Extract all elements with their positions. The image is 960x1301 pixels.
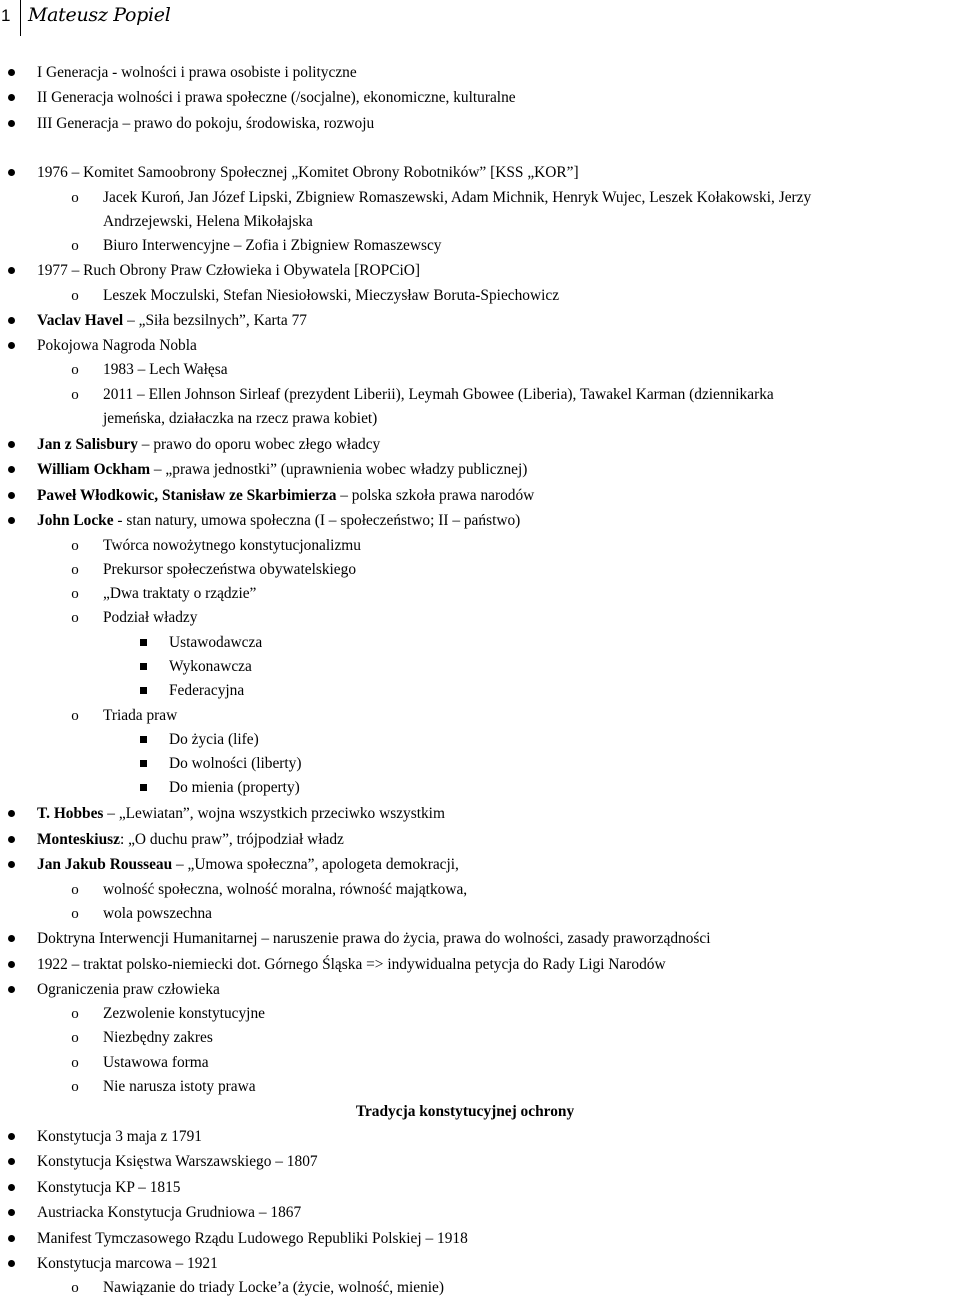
text-run: Prekursor społeczeństwa obywatelskiego [103, 561, 357, 578]
list-item-text [37, 1126, 202, 1148]
list-item-text [169, 729, 259, 751]
circle-bullet-icon: o [71, 238, 79, 254]
text-run: - stan natury, umowa społeczna (I – społeczeństwo; II – państwo) [113, 512, 521, 529]
text-run: III Generacja – prawo do pokoju, środowiska, rozwoju [37, 115, 375, 132]
list-item-text [37, 979, 220, 1001]
bold-term: Monteskiusz [37, 831, 120, 848]
text-run: wolność społeczna, wolność moralna, równość majątkowa, [103, 881, 468, 898]
list-item-text [37, 62, 357, 84]
bullet-icon [4, 829, 18, 851]
list-item-text [169, 632, 262, 654]
page-number: 1 [1, 6, 11, 25]
list-item-text [103, 235, 442, 257]
text-run: Federacyjna [169, 682, 245, 699]
bold-term: John Locke [37, 512, 114, 529]
square-bullet-icon [136, 680, 150, 702]
bold-term: T. Hobbes [37, 805, 104, 822]
list-item-text [103, 903, 212, 925]
list-item-text [37, 1202, 301, 1224]
list-item-text [37, 459, 527, 481]
square-bullet-icon [136, 753, 150, 775]
bold-term: Vaclav Havel [37, 312, 124, 329]
text-run: 1977 – Ruch Obrony Praw Człowieka i Obywatela [ROPCiO] [37, 262, 420, 279]
text-run: Wykonawcza [169, 658, 252, 675]
list-item-text [103, 384, 774, 406]
author-name: Mateusz Popiel [28, 4, 171, 26]
text-run: 1922 – traktat polsko-niemiecki dot. Górnego Śląska => indywidualna petycja do Rady Ligi Narodów [37, 956, 666, 973]
square-bullet-icon [136, 632, 150, 654]
list-item-text [103, 187, 811, 209]
text-run: 1976 – Komitet Samoobrony Społecznej „Komitet Obrony Robotników” [KSS „KOR”] [37, 164, 579, 181]
text-run: Ustawodawcza [169, 634, 263, 651]
text-run: Nie narusza istoty prawa [103, 1078, 256, 1095]
text-run: Twórca nowożytnego konstytucjonalizmu [103, 537, 361, 554]
bullet-icon [4, 854, 18, 876]
bullet-icon [4, 113, 18, 135]
list-item-text [37, 260, 420, 282]
bullet-icon [4, 260, 18, 282]
list-item-text [103, 359, 228, 381]
list-item-text [103, 1003, 265, 1025]
list-item-text [37, 162, 579, 184]
circle-bullet-icon: o [71, 288, 79, 304]
text-run: : „O duchu praw”, trójpodział władz [119, 831, 344, 848]
circle-bullet-icon: o [71, 1030, 79, 1046]
circle-bullet-icon: o [71, 1079, 79, 1095]
list-item-text [103, 583, 256, 605]
list-item-text [37, 954, 666, 976]
bullet-icon [4, 510, 18, 532]
list-item-text [103, 559, 356, 581]
list-item-text [37, 928, 711, 950]
bullet-icon [4, 1126, 18, 1148]
text-run: Jacek Kuroń, Jan Józef Lipski, Zbigniew Romaszewski, Adam Michnik, Henryk Wujec, Leszek Kołakowski, Jerzy [103, 189, 812, 206]
list-item-text [169, 777, 300, 799]
circle-bullet-icon: o [71, 882, 79, 898]
text-run: – „Siła bezsilnych”, Karta 77 [123, 312, 307, 329]
text-run: Ograniczenia praw człowieka [37, 981, 220, 998]
bullet-icon [4, 485, 18, 507]
circle-bullet-icon: o [71, 1280, 79, 1296]
circle-bullet-icon: o [71, 362, 79, 378]
section-title: Tradycja konstytucyjnej ochrony [355, 1103, 575, 1120]
text-run: Andrzejewski, Helena Mikołajska [103, 213, 313, 230]
list-item-text [103, 211, 313, 233]
list-item-text [103, 705, 177, 727]
bullet-icon [4, 954, 18, 976]
bullet-icon [4, 459, 18, 481]
text-run: Pokojowa Nagroda Nobla [37, 337, 197, 354]
text-run: Podział władzy [103, 609, 198, 626]
list-item-text [37, 485, 534, 507]
list-item-text [37, 803, 445, 825]
list-item-text [37, 829, 344, 851]
text-run: Zezwolenie konstytucyjne [103, 1005, 265, 1022]
list-item-text [169, 680, 244, 702]
circle-bullet-icon: o [71, 538, 79, 554]
text-run: I Generacja - wolności i prawa osobiste i polityczne [37, 64, 357, 81]
bullet-icon [4, 1151, 18, 1173]
list-item-text [37, 1253, 218, 1275]
circle-bullet-icon: o [71, 1006, 79, 1022]
list-item-text [103, 535, 361, 557]
bullet-icon [4, 335, 18, 357]
text-run: Konstytucja Księstwa Warszawskiego – 1807 [37, 1153, 318, 1170]
text-run: Ustawowa forma [103, 1054, 209, 1071]
list-item-text [103, 879, 467, 901]
list-item-text [103, 1052, 209, 1074]
bold-term: Jan z Salisbury [37, 436, 138, 453]
text-run: II Generacja wolności i prawa społeczne (/socjalne), ekonomiczne, kulturalne [37, 89, 516, 106]
bullet-icon [4, 1202, 18, 1224]
list-item-text [169, 656, 252, 678]
page-header [0, 0, 400, 36]
list-item-text [103, 607, 197, 629]
bullet-icon [4, 310, 18, 332]
list-item-text [37, 510, 520, 532]
bullet-icon [4, 62, 18, 84]
text-run: wola powszechna [103, 905, 212, 922]
bullet-icon [4, 803, 18, 825]
text-run: – „prawa jednostki” (uprawnienia wobec władzy publicznej) [150, 461, 528, 478]
text-run: – polska szkoła prawa narodów [336, 487, 535, 504]
list-item-text [37, 1177, 181, 1199]
bold-term: Paweł Włodkowic, Stanisław ze Skarbimierza [37, 487, 337, 504]
text-run: Nawiązanie do triady Locke’a (życie, wolność, mienie) [103, 1279, 445, 1296]
circle-bullet-icon: o [71, 708, 79, 724]
list-item-text [37, 335, 197, 357]
circle-bullet-icon: o [71, 586, 79, 602]
header-divider [20, 0, 21, 36]
text-run: Manifest Tymczasowego Rządu Ludowego Republiki Polskiej – 1918 [37, 1230, 468, 1247]
text-run: Do wolności (liberty) [169, 755, 302, 772]
list-item-text [103, 1277, 444, 1299]
text-run: – „Lewiatan”, wojna wszystkich przeciwko wszystkim [103, 805, 445, 822]
bullet-icon [4, 1228, 18, 1250]
list-item-text [103, 1027, 213, 1049]
list-item-text [37, 434, 380, 456]
text-run: Do życia (life) [169, 731, 259, 748]
circle-bullet-icon: o [71, 562, 79, 578]
bullet-icon [4, 162, 18, 184]
list-item-text [37, 854, 459, 876]
bullet-icon [4, 928, 18, 950]
bullet-icon [4, 87, 18, 109]
text-run: Konstytucja KP – 1815 [37, 1179, 181, 1196]
bullet-icon [4, 1177, 18, 1199]
text-run: Do mienia (property) [169, 779, 300, 796]
text-run: 2011 – Ellen Johnson Sirleaf (prezydent Liberii), Leymah Gbowee (Liberia), Tawakel Karman (dziennikarka [103, 386, 774, 403]
circle-bullet-icon: o [71, 1055, 79, 1071]
bullet-icon [4, 1253, 18, 1275]
bullet-icon [4, 434, 18, 456]
text-run: Austriacka Konstytucja Grudniowa – 1867 [37, 1204, 302, 1221]
text-run: „Dwa traktaty o rządzie” [103, 585, 257, 602]
bullet-icon [4, 979, 18, 1001]
square-bullet-icon [136, 729, 150, 751]
bold-term: Jan Jakub Rousseau [37, 856, 173, 873]
circle-bullet-icon: o [71, 190, 79, 206]
text-run: Biuro Interwencyjne – Zofia i Zbigniew Romaszewscy [103, 237, 442, 254]
list-item-text [103, 408, 377, 430]
list-item-text [37, 113, 374, 135]
text-run: Leszek Moczulski, Stefan Niesiołowski, Mieczysław Boruta-Spiechowicz [103, 287, 560, 304]
text-run: Konstytucja 3 maja z 1791 [37, 1128, 202, 1145]
text-run: jemeńska, działaczka na rzecz prawa kobiet) [103, 410, 378, 427]
circle-bullet-icon: o [71, 906, 79, 922]
list-item-text [37, 87, 516, 109]
text-run: – „Umowa społeczna”, apologeta demokracji, [172, 856, 459, 873]
text-run: 1983 – Lech Wałęsa [103, 361, 228, 378]
text-run: – prawo do oporu wobec złego władcy [137, 436, 381, 453]
list-item-text [103, 285, 559, 307]
text-run: Niezbędny zakres [103, 1029, 213, 1046]
list-item-text [103, 1076, 256, 1098]
square-bullet-icon [136, 656, 150, 678]
list-item-text [37, 1228, 468, 1250]
text-run: Konstytucja marcowa – 1921 [37, 1255, 218, 1272]
list-item-text [37, 1151, 318, 1173]
text-run: Doktryna Interwencji Humanitarnej – naruszenie prawa do życia, prawa do wolności, zasady praworządności [37, 930, 711, 947]
text-run: Triada praw [103, 707, 178, 724]
square-bullet-icon [136, 777, 150, 799]
list-item-text [169, 753, 302, 775]
bold-term: William Ockham [37, 461, 151, 478]
circle-bullet-icon: o [71, 610, 79, 626]
list-item-text [37, 310, 307, 332]
circle-bullet-icon: o [71, 387, 79, 403]
